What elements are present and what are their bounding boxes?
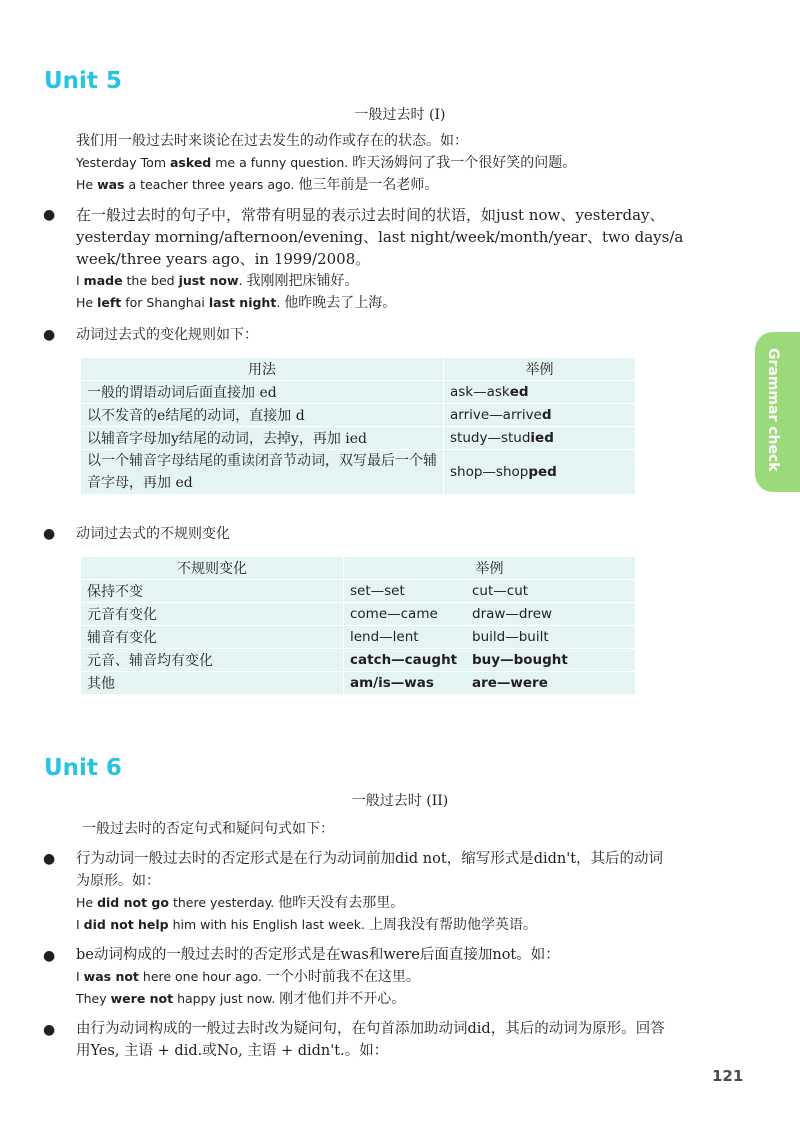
table-cell: ask—asked: [444, 381, 636, 404]
example-sentence: He did not go there yesterday. 他昨天没有去那里。: [76, 895, 405, 911]
table-cell: arrive—arrived: [444, 404, 636, 427]
table-cell: am/is—was: [344, 672, 467, 695]
bullet-icon: ●: [43, 526, 56, 542]
unit5-bullet1-line1: 在一般过去时的句子中，常带有明显的表示过去时间的状语，如just now、yesterday、: [76, 206, 665, 224]
table-cell: 其他: [81, 672, 344, 695]
bullet-icon: ●: [43, 948, 56, 964]
table-cell: come—came: [344, 603, 467, 626]
table-cell: cut—cut: [466, 580, 636, 603]
table-cell: set—set: [344, 580, 467, 603]
unit6-intro: 一般过去时的否定句式和疑问句式如下：: [82, 821, 334, 837]
table-cell: study—studied: [444, 427, 636, 450]
example-sentence: Yesterday Tom asked me a funny question. 昨天汤姆问了我一个很好笑的问题。: [76, 155, 577, 171]
table-row: [81, 626, 636, 649]
table-cell: build—built: [466, 626, 636, 649]
unit6-bullet3-line2: 用Yes, 主语 + did.或No, 主语 + didn't.。如：: [76, 1043, 389, 1059]
table-cell: lend—lent: [344, 626, 467, 649]
grammar-check-tab: [755, 332, 800, 492]
unit5-section-title: 一般过去时 (I): [354, 107, 446, 123]
unit5-bullet1-line2: yesterday morning/afternoon/evening、last night/week/month/year、two days/a: [76, 228, 684, 246]
unit5-title: Unit 5: [44, 68, 122, 94]
table-cell: 辅音有变化: [81, 626, 344, 649]
example-sentence: I did not help him with his English last week. 上周我没有帮助他学英语。: [76, 917, 537, 933]
table-cell: 元音、辅音均有变化: [81, 649, 344, 672]
example-sentence: He was a teacher three years ago. 他三年前是一名老师。: [76, 177, 439, 193]
table-row: [81, 381, 636, 404]
table-cell: 以不发音的e结尾的动词，直接加 d: [81, 404, 444, 427]
table-row: [81, 427, 636, 450]
table-row: [81, 450, 636, 495]
table-cell: 以辅音字母加y结尾的动词，去掉y，再加 ied: [81, 427, 444, 450]
table-header: 举例: [444, 358, 636, 381]
bullet-icon: ●: [43, 851, 56, 867]
irregular-verb-table: [80, 556, 636, 695]
example-sentence: They were not happy just now. 刚才他们并不开心。: [76, 991, 406, 1007]
table-row: [81, 603, 636, 626]
unit6-bullet1-line1: 行为动词一般过去时的否定形式是在行为动词前加did not，缩写形式是didn't，其后的动词: [76, 851, 664, 867]
unit5-bullet3: 动词过去式的不规则变化: [76, 526, 230, 542]
table-row: [81, 580, 636, 603]
table-header: 用法: [81, 358, 444, 381]
grammar-check-label: Grammar check: [765, 348, 781, 472]
table-cell: 一般的谓语动词后面直接加 ed: [81, 381, 444, 404]
unit5-intro: 我们用一般过去时来谈论在过去发生的动作或存在的状态。如：: [76, 133, 468, 149]
example-sentence: I made the bed just now. 我刚刚把床铺好。: [76, 273, 359, 289]
table-row: [81, 672, 636, 695]
table-cell: are—were: [466, 672, 636, 695]
table-row: [81, 649, 636, 672]
unit6-bullet3-line1: 由行为动词构成的一般过去时改为疑问句，在句首添加助动词did，其后的动词为原形。回答: [76, 1021, 665, 1037]
table-cell: 保持不变: [81, 580, 344, 603]
unit5-bullet1-line3: week/three years ago、in 1999/2008。: [76, 250, 371, 268]
table-cell: 元音有变化: [81, 603, 344, 626]
example-sentence: He left for Shanghai last night. 他昨晚去了上海。: [76, 295, 397, 311]
table-row: [81, 404, 636, 427]
table-cell: buy—bought: [466, 649, 636, 672]
unit6-section-title: 一般过去时 (II): [351, 793, 449, 809]
regular-verb-table: [80, 357, 636, 495]
table-header: 举例: [344, 557, 636, 580]
unit6-title: Unit 6: [44, 755, 122, 781]
example-sentence: I was not here one hour ago. 一个小时前我不在这里。: [76, 969, 420, 985]
table-cell: draw—drew: [466, 603, 636, 626]
bullet-icon: ●: [43, 1022, 56, 1038]
bullet-icon: ●: [43, 207, 56, 223]
table-cell: catch—caught: [344, 649, 467, 672]
unit6-bullet2: be动词构成的一般过去时的否定形式是在was和were后面直接加not。如：: [76, 947, 560, 963]
table-header: 不规则变化: [81, 557, 344, 580]
table-cell: 以一个辅音字母结尾的重读闭音节动词，双写最后一个辅音字母，再加 ed: [81, 450, 444, 495]
unit5-bullet2: 动词过去式的变化规则如下：: [76, 327, 258, 343]
page-number: 121: [712, 1067, 744, 1085]
bullet-icon: ●: [43, 327, 56, 343]
unit6-bullet1-line2: 为原形。如：: [76, 873, 160, 889]
table-cell: shop—shopped: [444, 450, 636, 495]
